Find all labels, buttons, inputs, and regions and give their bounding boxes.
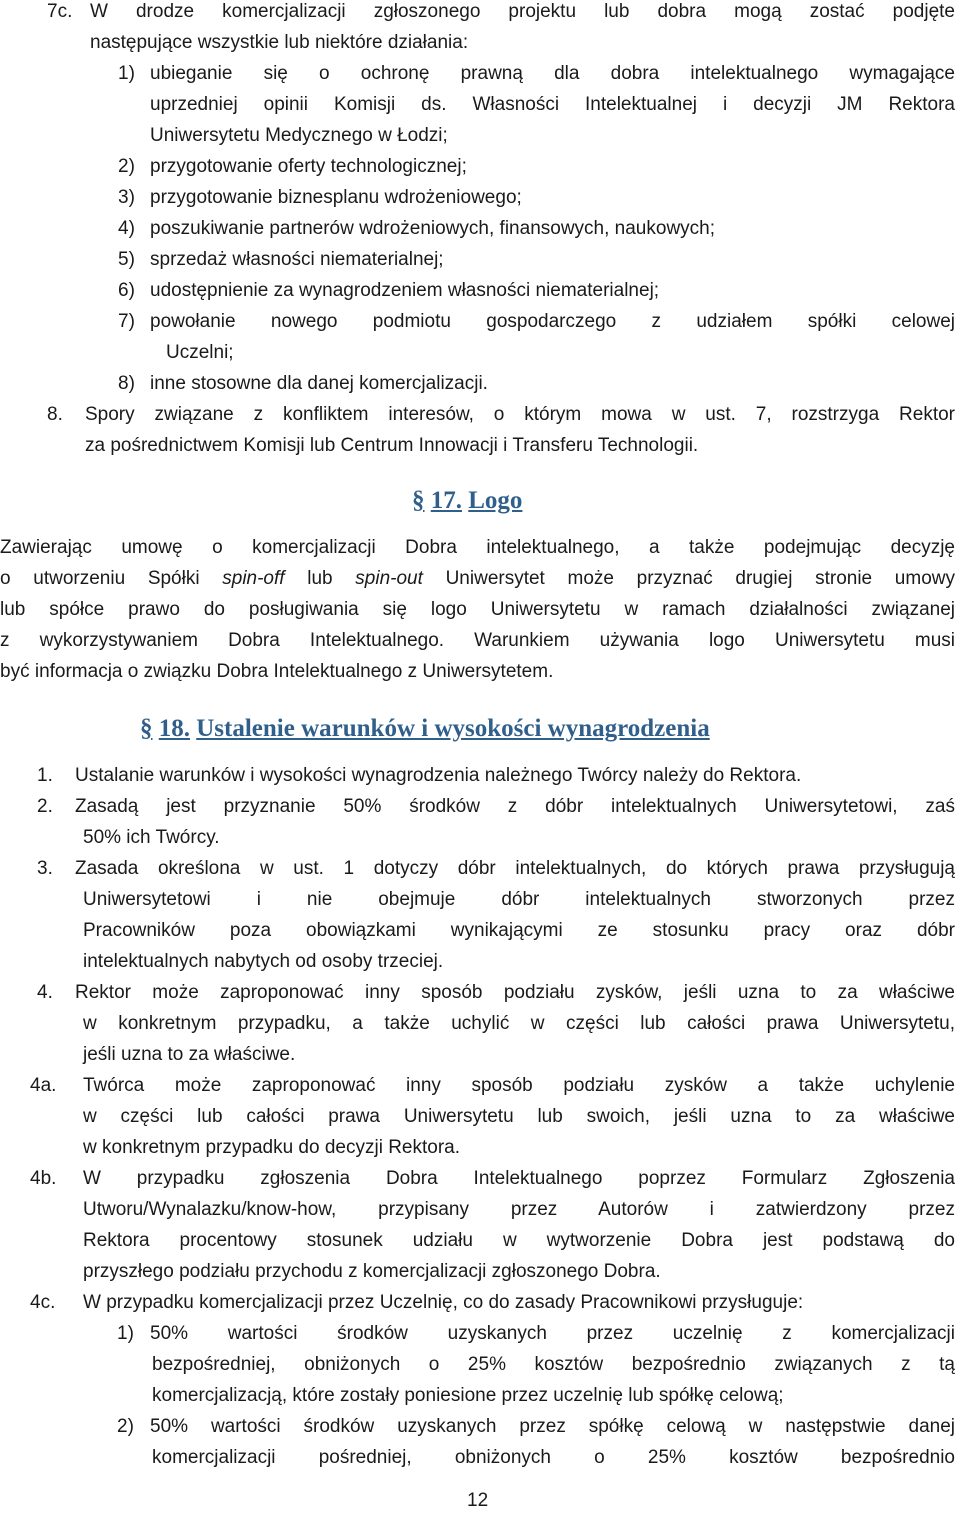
list-item-number: 3.	[37, 858, 53, 879]
section-18-heading	[140, 711, 710, 747]
paragraph-sign: §	[140, 715, 153, 742]
list-item-number: 2)	[118, 156, 135, 177]
heading-number: 18.	[158, 715, 190, 742]
list-item-number: 4c.	[30, 1292, 56, 1313]
list-item-number: 4a.	[30, 1075, 57, 1096]
sub-list-item-number: 2)	[117, 1416, 134, 1437]
sub-list-item-number: 1)	[117, 1323, 134, 1344]
list-item-number: 1)	[118, 63, 135, 84]
list-item-line: Rektor może zaproponować inny sposób podziału zysków, jeśli uzna to za właściwe	[75, 982, 955, 1003]
sub-list-item-line: komercjalizacją, które zostały poniesione przez uczelnię lub spółkę celową;	[152, 1385, 784, 1406]
page-number: 12	[467, 1490, 489, 1511]
list-item-line: Twórca może zaproponować inny sposób podziału zysków a także uchylenie	[83, 1075, 955, 1096]
sub-list-item-line: komercjalizacji pośredniej, obniżonych o 25% kosztów bezpośrednio	[152, 1447, 955, 1468]
list-item-line: Utworu/Wynalazku/know-how, przypisany przez Autorów i zatwierdzony przez	[83, 1199, 955, 1220]
list-item-line: przyszłego podziału przychodu z komercjalizacji zgłoszonego Dobra.	[83, 1261, 661, 1282]
section-8-line-2: za pośrednictwem Komisji lub Centrum Innowacji i Transferu Technologii.	[85, 435, 699, 456]
list-item-line: w konkretnym przypadku, a także uchylić w części lub całości prawa Uniwersytetu,	[83, 1013, 955, 1034]
list-item-line: ubieganie się o ochronę prawną dla dobra intelektualnego wymagające	[150, 63, 955, 84]
list-item-number: 6)	[118, 280, 135, 301]
paragraph-17-line-2: o utworzeniu Spółki spin-off lub spin-out Uniwersytet może przyznać drugiej stronie umowy	[0, 568, 955, 589]
list-item-line: Zasada określona w ust. 1 dotyczy dóbr intelektualnych, do których prawa przysługują	[75, 858, 955, 879]
list-item-line: jeśli uzna to za właściwe.	[83, 1044, 296, 1065]
list-item-number: 4b.	[30, 1168, 57, 1189]
list-item-line: w części lub całości prawa Uniwersytetu lub swoich, jeśli uzna to za właściwe	[83, 1106, 955, 1127]
paragraph-17-line-4: z wykorzystywaniem Dobra Intelektualnego. Warunkiem używania logo Uniwersytetu musi	[0, 630, 955, 651]
list-item-line: uprzedniej opinii Komisji ds. Własności Intelektualnej i decyzji JM Rektora	[150, 94, 955, 115]
list-item-line: Zasadą jest przyznanie 50% środków z dóbr intelektualnych Uniwersytetowi, zaś	[75, 796, 955, 817]
list-item-line: intelektualnych nabytych od osoby trzeciej.	[83, 951, 444, 972]
list-item-line: sprzedaż własności niematerialnej;	[150, 249, 444, 270]
list-item-line: Uniwersytetowi i nie obejmuje dóbr intelektualnych stworzonych przez	[83, 889, 955, 910]
list-item-line: Pracowników poza obowiązkami wynikającymi ze stosunku pracy oraz dóbr	[83, 920, 955, 941]
heading-number: 17.	[430, 487, 462, 514]
list-item-number: 4)	[118, 218, 135, 239]
list-item-number: 3)	[118, 187, 135, 208]
section-8-label: 8.	[47, 404, 63, 425]
paragraph-17-line-1: Zawierając umowę o komercjalizacji Dobra intelektualnego, a także podejmując decyzję	[0, 537, 955, 558]
list-item-number: 1.	[37, 765, 53, 786]
list-item-line: przygotowanie biznesplanu wdrożeniowego;	[150, 187, 522, 208]
section-8-line-1: Spory związane z konfliktem interesów, o którym mowa w ust. 7, rozstrzyga Rektor	[85, 404, 955, 425]
section-7c-line-1: W drodze komercjalizacji zgłoszonego projektu lub dobra mogą zostać podjęte	[90, 1, 955, 22]
spin-off-term: spin-off	[222, 568, 285, 589]
list-item-line: poszukiwanie partnerów wdrożeniowych, finansowych, naukowych;	[150, 218, 716, 239]
list-item-line: W przypadku zgłoszenia Dobra Intelektualnego poprzez Formularz Zgłoszenia	[83, 1168, 955, 1189]
list-item-line: Uniwersytetu Medycznego w Łodzi;	[150, 125, 448, 146]
section-7c-line-2: następujące wszystkie lub niektóre działania:	[90, 32, 469, 53]
list-item-line: przygotowanie oferty technologicznej;	[150, 156, 467, 177]
list-item-number: 7)	[118, 311, 135, 332]
list-item-line: Uczelni;	[166, 342, 234, 363]
section-7c-label: 7c.	[47, 1, 73, 22]
sub-list-item-line: 50% wartości środków uzyskanych przez uczelnię z komercjalizacji	[150, 1323, 955, 1344]
list-item-line: udostępnienie za wynagrodzeniem własności niematerialnej;	[150, 280, 660, 301]
heading-title: Ustalenie warunków i wysokości wynagrodzenia	[196, 715, 710, 742]
list-item-line: Rektora procentowy stosunek udziału w wytworzenie Dobra jest podstawą do	[83, 1230, 955, 1251]
heading-title: Logo	[468, 487, 523, 514]
list-item-line: 50% ich Twórcy.	[83, 827, 220, 848]
sub-list-item-line: bezpośredniej, obniżonych o 25% kosztów bezpośrednio związanych z tą	[152, 1354, 955, 1375]
list-item-line: w konkretnym przypadku do decyzji Rektora.	[83, 1137, 460, 1158]
list-item-number: 2.	[37, 796, 53, 817]
paragraph-17-line-3: lub spółce prawo do posługiwania się logo Uniwersytetu w ramach działalności związanej	[0, 599, 955, 620]
list-item-number: 8)	[118, 373, 135, 394]
section-17-heading	[412, 483, 522, 519]
list-item-line: Ustalanie warunków i wysokości wynagrodzenia należnego Twórcy należy do Rektora.	[75, 765, 802, 786]
list-item-number: 5)	[118, 249, 135, 270]
paragraph-sign: §	[412, 487, 425, 514]
list-item-number: 4.	[37, 982, 53, 1003]
spin-out-term: spin-out	[355, 568, 423, 589]
paragraph-17-line-5: być informacja o związku Dobra Intelektualnego z Uniwersytetem.	[0, 661, 554, 682]
list-item-line: powołanie nowego podmiotu gospodarczego z udziałem spółki celowej	[150, 311, 955, 332]
list-item-line: W przypadku komercjalizacji przez Uczelnię, co do zasady Pracownikowi przysługuje:	[83, 1292, 804, 1313]
sub-list-item-line: 50% wartości środków uzyskanych przez spółkę celową w następstwie danej	[150, 1416, 955, 1437]
list-item-line: inne stosowne dla danej komercjalizacji.	[150, 373, 488, 394]
